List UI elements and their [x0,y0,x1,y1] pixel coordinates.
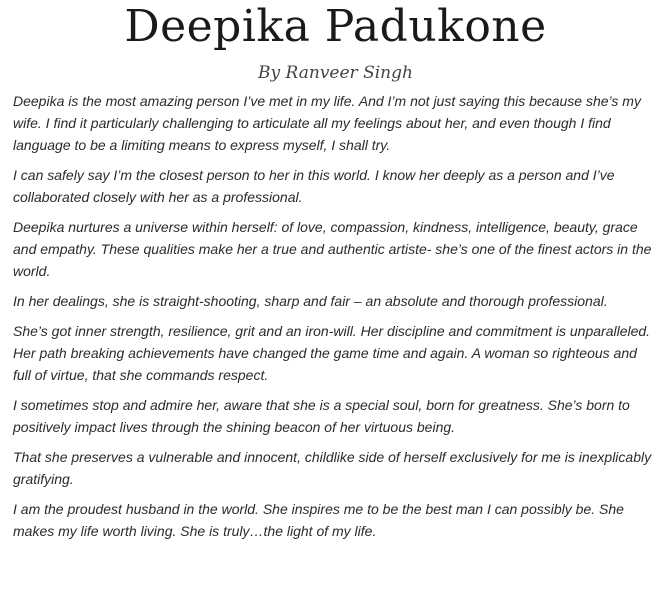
paragraph-6: I sometimes stop and admire her, aware that she is a special soul, born for greatness. She’s born to positively impact lives through the shining beacon of her virtuous being. [13,397,630,435]
page-title: Deepika Padukone [124,1,547,52]
paragraph-4: In her dealings, she is straight-shooting, sharp and fair – an absolute and thorough professional. [13,293,608,309]
paragraph-8: I am the proudest husband in the world. She inspires me to be the best man I can possibly be. She makes my life worth living. She is truly…the light of my life. [13,501,624,539]
article-body [13,90,658,542]
paragraph-7: That she preserves a vulnerable and innocent, childlike side of herself exclusively for me is inexplicably gratifying. [13,449,652,487]
paragraph-2: I can safely say I’m the closest person to her in this world. I know her deeply as a person and I’ve collaborated closely with her as a professional. [13,167,615,205]
byline: By Ranveer Singh [258,63,413,83]
paragraph-5: She’s got inner strength, resilience, grit and an iron-will. Her discipline and commitment is unparalleled. Her path breaking achievements have changed the game time and again. A woman so righteous and full of virtue, that she commands respect. [13,323,651,383]
paragraph-1: Deepika is the most amazing person I’ve met in my life. And I’m not just saying this because she’s my wife. I find it particularly challenging to articulate all my feelings about her, and even though I find language to be a limiting means to express myself, I shall try. [13,93,641,153]
paragraph-3: Deepika nurtures a universe within herself: of love, compassion, kindness, intelligence, beauty, grace and empathy. These qualities make her a true and authentic artiste- she’s one of the finest actors in the world. [13,219,652,279]
